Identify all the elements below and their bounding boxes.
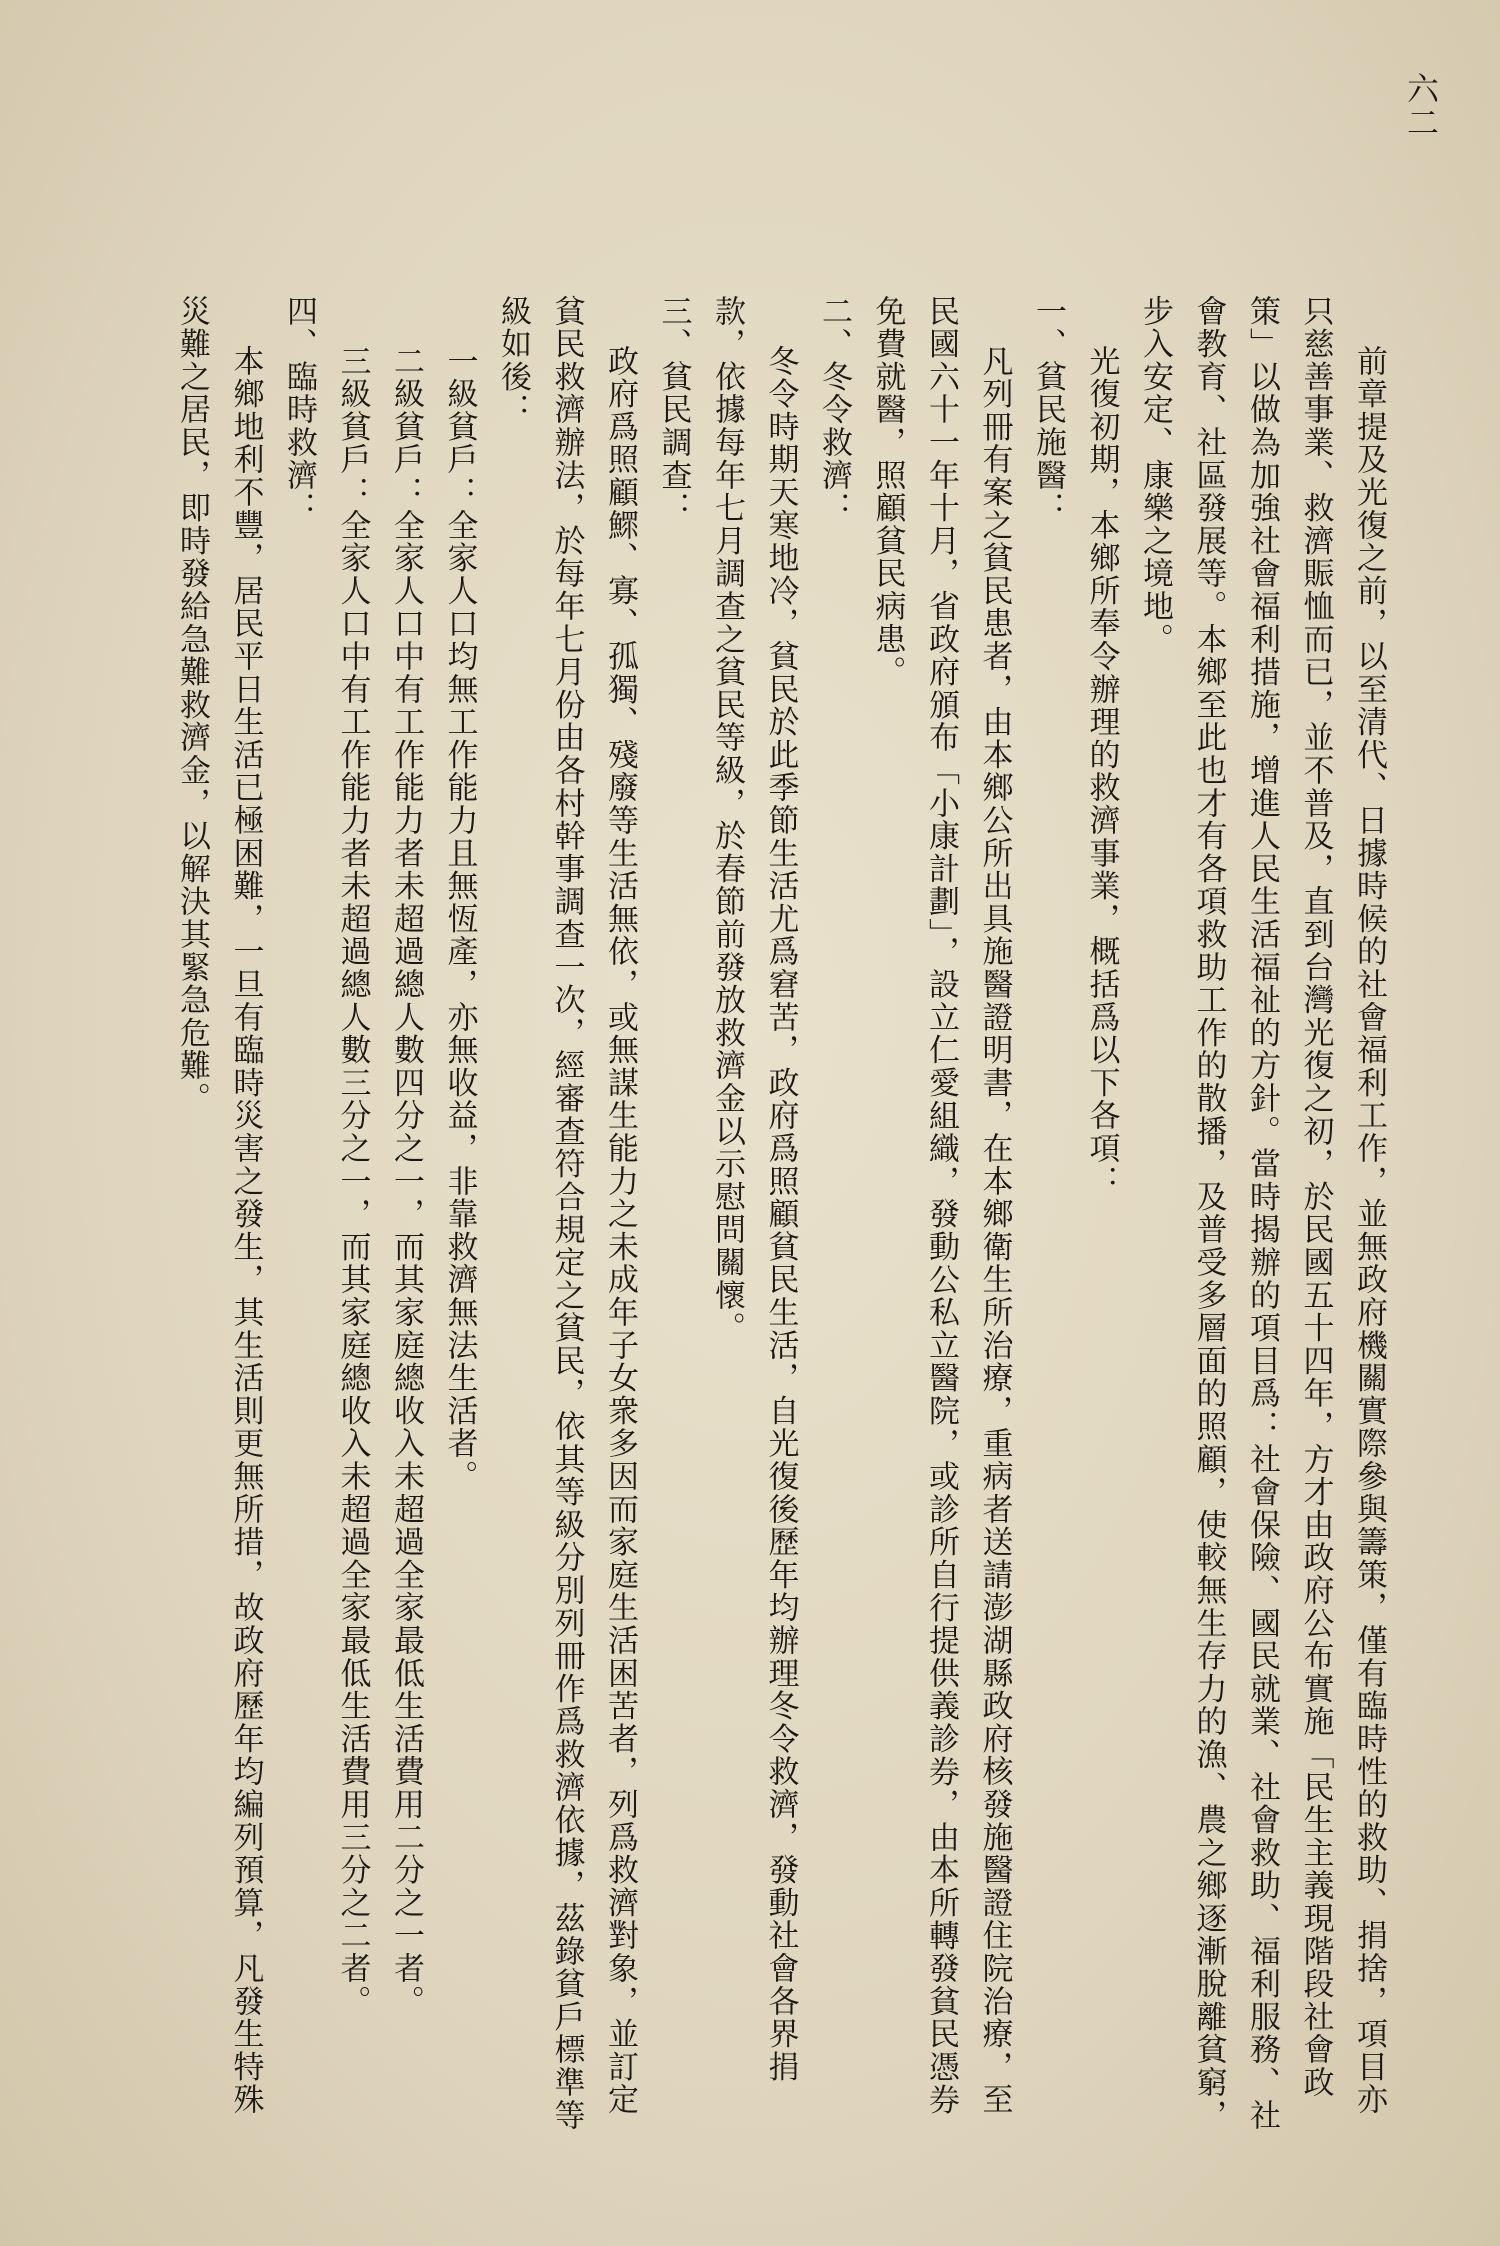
paragraph-overview: 光復初期，本鄉所奉令辦理的救濟事業，概括爲以下各項： bbox=[1083, 344, 1120, 1198]
paragraph-medical-aid: 凡列冊有案之貧民患者，由本鄉公所出具施醫證明書，在本鄉衛生所治療，重病者送請澎湖縣政府核發施醫證住院治療，至民國六十一年十月，省政府頒布「小康計劃」，設立仁愛組織，發動公私立醫院，或診所自行提供義診券，由本所轉發貧民憑券免費就醫，照顧貧民病患。 bbox=[869, 295, 1013, 2117]
paragraph-poverty-survey: 政府爲照顧鰥、寡、孤獨、殘廢等生活無依，或無謀生能力之未成年子女衆多因而家庭生活困苦者，列爲救濟對象，並訂定貧民救濟辦法，於每年七月份由各村幹事調查一次，經審查符合規定之貧民，依其等級分別列冊作爲救濟依據，茲錄貧戶標準等級如後： bbox=[495, 295, 638, 2132]
body-text bbox=[145, 295, 1395, 2135]
paragraph-winter-relief: 冬令時期天寒地冷，貧民於此季節生活尤爲窘苦，政府爲照顧貧民生活，自光復後歷年均辦理冬令救濟，發動社會各界捐款，依據每年七月調查之貧民等級，於春節前發放救濟金以示慰問關懷。 bbox=[709, 295, 799, 2083]
heading-winter-relief: 二、冬令救濟： bbox=[816, 295, 852, 525]
paragraph-level-3: 三級貧戶：全家人口中有工作能力者未超過總人數三分之一，而其家庭總收入未超過全家最低生活費用三分之二者。 bbox=[334, 344, 371, 2018]
page-number: 六二 bbox=[1402, 72, 1440, 140]
heading-poverty-survey: 三、貧民調查： bbox=[655, 295, 692, 525]
paragraph-level-1: 一級貧戶：全家人口均無工作能力且無恆產，亦無收益，非靠救濟無法生活者。 bbox=[441, 344, 478, 1493]
paragraph-intro: 前章提及光復之前，以至清代、日據時候的社會福利工作，並無政府機關實際參與籌策，僅有臨時性的救助、捐捨，項目亦只慈善事業、救濟賑恤而已，並不普及，直到台灣光復之初，於民國五十四年，方才由政府公布實施「民生主義現階段社會政策」以做為加強社會福利措施，增進人民生活福祉的方針。當時揭辦的項目爲：社會保險、國民就業、社會救助、福利服務、社會教育、社區發展等。本鄉至此也才有各項救助工作的散播，及普受多層面的照顧，使較無生存力的漁、農之鄉逐漸脫離貧窮，步入安定、康樂之境地。 bbox=[1137, 295, 1387, 2132]
paragraph-emergency-relief: 本鄉地利不豐，居民平日生活已極困難，一旦有臨時災害之發生，其生活則更無所措，故政府歷年均編列預算，凡發生特殊災難之居民，即時發給急難救濟金，以解決其緊急危難。 bbox=[174, 295, 264, 2116]
paragraph-level-2: 二級貧戶：全家人口中有工作能力者未超過總人數四分之一，而其家庭總收入未超過全家最低生活費用二分之一者。 bbox=[388, 344, 424, 2018]
heading-medical-aid: 一、貧民施醫： bbox=[1030, 295, 1066, 525]
heading-emergency-relief: 四、臨時救濟： bbox=[281, 295, 317, 525]
